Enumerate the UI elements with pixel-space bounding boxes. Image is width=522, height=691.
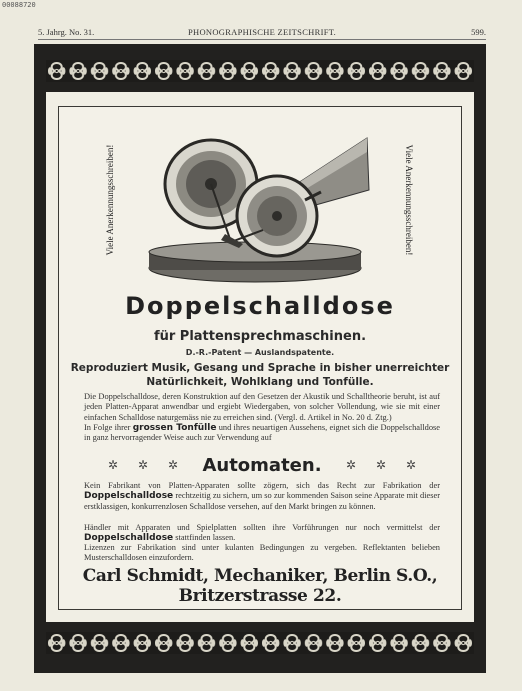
patent-line: D.-R.-Patent — Auslandspatente. — [185, 348, 335, 357]
star-icon: ✲ — [108, 458, 119, 472]
ornament-border-top — [46, 60, 474, 82]
claim-line-1: Reproduziert Musik, Gesang und Sprache in bisher unerreichter — [70, 362, 450, 374]
page-number: 599. — [471, 27, 486, 37]
ad-subheadline: für Plattensprechmaschinen. — [153, 329, 367, 344]
paragraph-1b: In Folge ihrer grossen Tonfülle und ihres neuartigen Aussehens, eignet sich die Doppelschalldose in ganz hervorragender Weise auch zur Verwendung auf — [84, 422, 440, 443]
journal-title: PHONOGRAPHISCHE ZEITSCHRIFT. — [187, 27, 337, 37]
paragraph-2: Kein Fabrikant von Platten-Apparaten sollte zögern, sich das Recht zur Fabrikation der Doppelschalldose rechtzeitig zu sichern, um so zur kommenden Saison seine Apparate mit dieser erstklassigen, konkurrenzlosen Schalldose versehen, auf den Markt bringen zu können. — [84, 481, 441, 511]
advertiser-signature: Carl Schmidt, Mechaniker, Berlin S.O., Britzerstrasse 22. — [82, 566, 438, 606]
emphasis-doppelschalldose: Doppelschalldose — [84, 533, 174, 544]
ad-headline: Doppelschalldose — [125, 292, 395, 320]
side-note-right: Viele Anerkennungsschreiben! — [404, 144, 414, 256]
ornament-icon — [46, 632, 474, 654]
claim-line-2: Natürlichkeit, Wohlklang und Tonfülle. — [146, 376, 374, 388]
paragraph-3: Händler mit Apparaten und Spielplatten sollten ihre Vorführungen nur noch vermittelst der Doppelschalldose stattfinden lassen. — [84, 523, 440, 544]
issue-number: 5. Jahrg. No. 31. — [38, 27, 95, 37]
star-icon: ✲ — [406, 458, 417, 472]
emphasis-tonfuelle: grossen Tonfülle — [132, 422, 217, 433]
emphasis-doppelschalldose: Doppelschalldose — [84, 491, 174, 502]
header-rule — [38, 39, 486, 40]
side-note-left: Viele Anerkennungsschreiben! — [105, 144, 115, 256]
star-icon: ✲ — [376, 458, 387, 472]
star-icon: ✲ — [168, 458, 179, 472]
scan-id: 00088720 — [2, 1, 36, 9]
star-icon: ✲ — [346, 458, 357, 472]
paragraph-1a: Die Doppelschalldose, deren Konstruktion auf den Gesetzen der Akustik und Schalltheorie beruht, ist auf jeden Platten-Apparat anwendbar und ergiebt Wiedergaben, von solcher Vollendung, wie sie mit einer einfachen Schalldose naturgemäss nie zu erreichen sind. (Vergl. d. Artikel in No. 20 d. Ztg.) — [84, 392, 440, 422]
paragraph-4: Lizenzen zur Fabrikation sind unter kulanten Bedingungen zu vergeben. Reflektanten belieben Musterschalldosen einzufordern. — [84, 543, 440, 563]
paragraph-1 — [84, 392, 440, 443]
ornament-border-bottom — [46, 632, 474, 654]
double-soundbox-illustration — [145, 130, 375, 286]
claim-text — [70, 361, 450, 389]
automaten-heading — [84, 455, 440, 479]
ornament-icon — [46, 60, 474, 82]
star-icon: ✲ — [138, 458, 149, 472]
automaten-title: Automaten. — [202, 455, 322, 476]
running-head — [38, 27, 486, 39]
